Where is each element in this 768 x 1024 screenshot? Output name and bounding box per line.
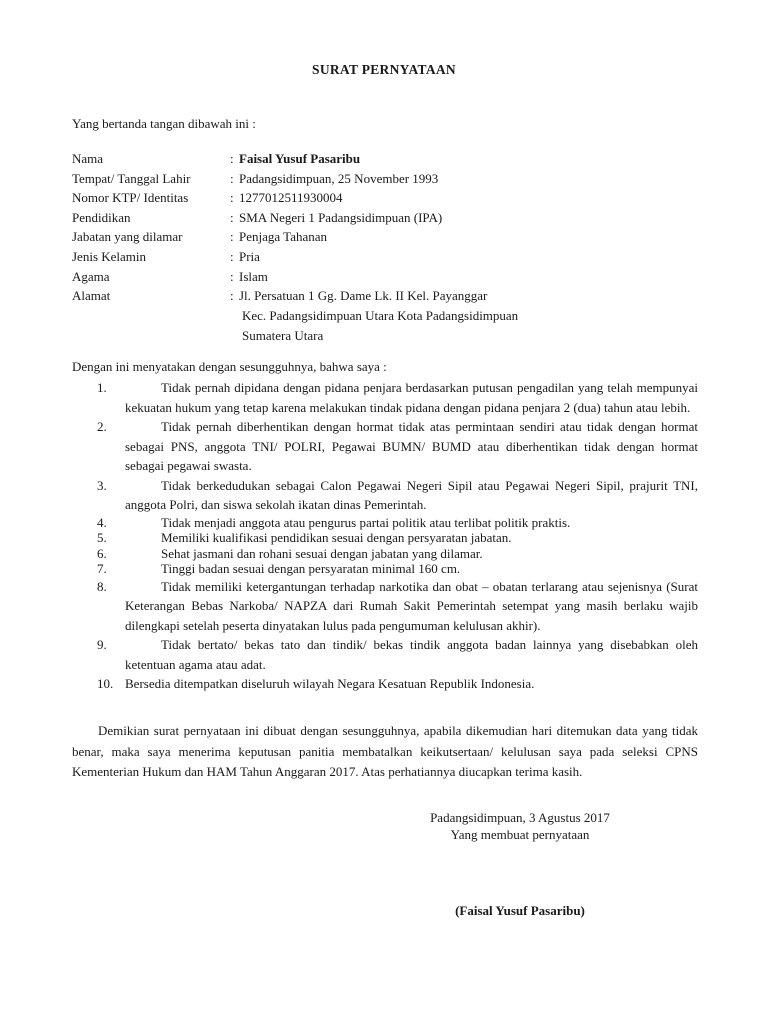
field-colon: : [230,248,234,264]
list-item [72,515,698,531]
item-text: Tidak memiliki ketergantungan terhadap narkotika dan obat – obatan terlarang atau sejenisnya (Surat Keterangan Bebas Narkoba/ NAPZA dari Rumah Sakit Pemerintah setempat yang masih berlaku wajib dilengkapi setelah peserta dinyatakan lulus pada pengumuman kelulusan akhir). [125,578,698,633]
item-text: Tidak pernah diberhentikan dengan hormat tidak atas permintaan sendiri atau tidak dengan hormat sebagai PNS, anggota TNI/ POLRI, Pegawai BUMN/ BUMD atau diberhentikan tidak dengan hormat sebagai pegawai swasta. [125,419,698,473]
intro-text: Yang bertanda tangan dibawah ini : [72,116,256,131]
item-number: 9. [97,637,107,652]
document-title: SURAT PERNYATAAN [312,62,456,77]
field-row-ktp [72,188,702,208]
field-row-pendidikan [72,208,702,228]
field-row-nama [72,149,702,169]
field-colon: : [230,288,234,304]
item-number: 6. [97,545,107,561]
list-item [72,378,698,417]
field-colon: : [230,151,234,166]
field-colon: : [230,268,234,284]
item-number: 5. [97,530,107,545]
field-label: Alamat [72,288,111,304]
field-row-agama [72,267,702,287]
item-number: 8. [97,578,107,594]
field-value-nama: Faisal Yusuf Pasaribu [239,151,361,166]
address-line: Sumatera Utara [242,328,324,343]
item-number: 3. [97,477,107,493]
list-item [72,577,698,636]
field-label: Tempat/ Tanggal Lahir [72,170,191,186]
field-value-ktp: 1277012511930004 [239,190,343,206]
field-label: Nama [72,151,104,166]
field-label: Pendidikan [72,209,131,225]
item-text: Tidak pernah dipidana dengan pidana penjara berdasarkan putusan pengadilan yang telah mempunyai kekuatan hukum yang tetap karena melakukan tindak pidana dengan pidana penjara 2 (dua) tahun atau lebih. [125,380,698,415]
list-item [72,530,698,546]
place-date: Padangsidimpuan, 3 Agustus 2017 [430,810,610,825]
item-number: 4. [97,514,107,530]
item-number: 2. [97,419,107,434]
field-colon: : [230,209,234,225]
list-item [72,674,698,694]
field-row-jenis-kelamin [72,247,702,267]
list-item [72,635,698,674]
maker-label: Yang membuat pernyataan [450,826,590,842]
item-text: Tidak berkedudukan sebagai Calon Pegawai Negeri Sipil atau Pegawai Negeri Sipil, prajurit TNI, anggota Polri, dan siswa sekolah ikatan dinas Pemerintah. [125,477,698,512]
item-number: 1. [97,380,107,395]
list-item [72,546,698,562]
list-item [72,417,698,476]
list-item [72,561,698,577]
item-number: 7. [97,561,107,576]
field-row-jabatan [72,227,702,247]
item-text: Tinggi badan sesuai dengan persyaratan minimal 160 cm. [161,561,461,576]
item-text: Memiliki kualifikasi pendidikan sesuai dengan persyaratan jabatan. [161,530,512,545]
field-label: Agama [72,268,110,284]
field-label: Nomor KTP/ Identitas [72,190,189,206]
field-value-jenis-kelamin: Pria [239,248,260,264]
list-item [72,476,698,515]
field-value-pendidikan: SMA Negeri 1 Padangsidimpuan (IPA) [239,209,443,225]
field-colon: : [230,170,234,186]
item-text: Tidak bertato/ bekas tato dan tindik/ bekas tindik anggota badan lainnya yang disebabkan oleh ketentuan agama atau adat. [125,637,698,672]
item-text: Tidak menjadi anggota atau pengurus partai politik atau terlibat politik praktis. [161,514,571,530]
signature-block [380,810,660,843]
item-text: Sehat jasmani dan rohani sesuai dengan jabatan yang dilamar. [161,545,483,561]
signer-name: (Faisal Yusuf Pasaribu) [455,903,585,918]
declaration-intro: Dengan ini menyatakan dengan sesungguhnya, bahwa saya : [72,359,387,374]
field-colon: : [230,229,234,245]
statement-list [72,378,698,694]
closing-text: Demikian surat pernyataan ini dibuat dengan sesungguhnya, apabila dikemudian hari ditemukan data yang tidak benar, maka saya menerima keputusan panitia membatalkan keikutsertaan/ kelulusan saya pada seleksi CPNS Kementerian Hukum dan HAM Tahun Anggaran 2017. Atas perhatiannya diucapkan terima kasih. [72,723,698,779]
field-value-jabatan: Penjaga Tahanan [239,229,328,245]
closing-paragraph [72,721,698,783]
field-value-alamat: Jl. Persatuan 1 Gg. Dame Lk. II Kel. Payanggar [239,288,488,304]
item-number: 10. [97,676,114,691]
identity-fields [72,149,702,306]
item-text: Bersedia ditempatkan diseluruh wilayah Negara Kesatuan Republik Indonesia. [125,676,535,691]
field-label: Jabatan yang dilamar [72,229,183,245]
field-row-alamat [72,286,702,306]
address-line: Kec. Padangsidimpuan Utara Kota Padangsidimpuan [242,308,519,323]
field-label: Jenis Kelamin [72,248,147,264]
field-colon: : [230,190,234,206]
field-value-agama: Islam [239,268,268,284]
field-row-ttl [72,169,702,189]
field-value-ttl: Padangsidimpuan, 25 November 1993 [239,170,439,186]
address-continuation [242,306,518,346]
